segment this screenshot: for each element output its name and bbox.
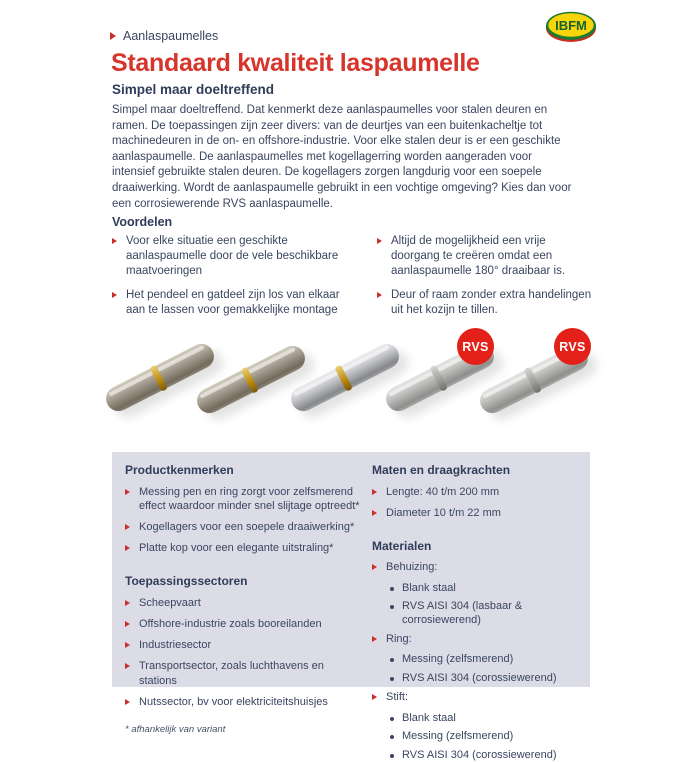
product-photos — [0, 320, 700, 435]
category-label: Aanlaspaumelles — [123, 29, 219, 43]
list-item — [372, 690, 587, 704]
hinge-product-photo-3 — [287, 340, 403, 416]
bullet-arrow-icon — [125, 545, 130, 551]
voordeel-text: Voor elke situatie een geschikte aanlaspaumelle door de vele beschikbare maatvoeringen — [126, 235, 339, 278]
materiaal-option: RVS AISI 304 (corossiewerend) — [402, 748, 557, 761]
bullet-arrow-icon — [125, 524, 130, 530]
list-item — [125, 520, 363, 534]
maat-text: Diameter 10 t/m 22 mm — [386, 506, 501, 519]
list-item — [372, 560, 587, 574]
bullet-arrow-icon — [125, 699, 130, 705]
voordelen-right-column — [377, 234, 592, 326]
list-item — [125, 596, 363, 610]
list-item — [125, 541, 363, 555]
sector-text: Scheepvaart — [139, 596, 201, 609]
bullet-dot-icon — [390, 677, 394, 681]
sector-text: Offshore-industrie zoals booreilanden — [139, 618, 322, 631]
voordelen-left-column — [112, 234, 360, 326]
section-heading-materialen: Materialen — [372, 538, 432, 553]
materiaal-group-label: Stift: — [386, 691, 409, 704]
kenmerk-text: Kogellagers voor een soepele draaiwerking* — [139, 520, 355, 533]
list-item — [112, 234, 360, 280]
sector-text: Nutssector, bv voor elektriciteitshuisjes — [139, 695, 328, 708]
bullet-arrow-icon — [125, 489, 130, 495]
materiaal-option: RVS AISI 304 (corossiewerend) — [402, 671, 557, 684]
bullet-arrow-icon — [110, 32, 116, 40]
bullet-dot-icon — [390, 658, 394, 662]
rvs-badge: RVS — [554, 328, 591, 365]
bullet-arrow-icon — [125, 642, 130, 648]
bullet-dot-icon — [390, 754, 394, 758]
bullet-arrow-icon — [125, 621, 130, 627]
voordeel-text: Deur of raam zonder extra handelingen uit het kozijn te tillen. — [391, 288, 592, 316]
bullet-dot-icon — [390, 605, 394, 609]
bullet-arrow-icon — [112, 238, 117, 244]
materiaal-option: RVS AISI 304 (lasbaar & corrosiewerend) — [402, 600, 523, 626]
page-subtitle: Simpel maar doeltreffend — [112, 82, 275, 97]
list-item — [372, 506, 587, 520]
materiaal-option: Messing (zelfsmerend) — [402, 653, 514, 666]
voordeel-text: Altijd de mogelijkheid een vrije doorgang te creëren omdat een aanlaspaumelle 180° draaibaar is. — [391, 235, 566, 278]
section-heading-toepassingssectoren: Toepassingssectoren — [125, 574, 248, 589]
ibfm-logo — [544, 7, 598, 45]
list-item — [390, 730, 587, 744]
panel-left-column — [125, 463, 363, 736]
bullet-dot-icon — [390, 587, 394, 591]
materiaal-option: Messing (zelfsmerend) — [402, 730, 514, 743]
ibfm-logo-text: IBFM — [555, 18, 587, 33]
sector-text: Transportsector, zoals luchthavens en stations — [139, 660, 324, 687]
bullet-arrow-icon — [372, 489, 377, 495]
materiaal-option: Blank staal — [402, 711, 456, 724]
bullet-arrow-icon — [125, 663, 130, 669]
list-item — [390, 672, 587, 686]
breadcrumb — [110, 29, 218, 43]
materiaal-group-label: Ring: — [386, 633, 412, 646]
list-item — [125, 659, 363, 687]
bullet-arrow-icon — [372, 510, 377, 516]
list-item — [390, 600, 587, 627]
kenmerk-text: Messing pen en ring zorgt voor zelfsmerend effect waardoor minder snel slijtage optreedt* — [139, 485, 360, 512]
bullet-arrow-icon — [112, 292, 117, 298]
list-item — [377, 288, 592, 318]
specs-panel — [112, 452, 590, 761]
bullet-arrow-icon — [372, 636, 377, 642]
maat-text: Lengte: 40 t/m 200 mm — [386, 485, 500, 498]
materiaal-group-label: Behuizing: — [386, 561, 438, 574]
kenmerk-text: Platte kop voor een elegante uitstraling* — [139, 542, 334, 555]
sector-text: Industriesector — [139, 639, 212, 652]
voordeel-text: Het pendeel en gatdeel zijn los van elkaar aan te lassen voor gemakkelijke montage — [126, 288, 340, 316]
bullet-arrow-icon — [372, 564, 377, 570]
section-heading-voordelen: Voordelen — [112, 215, 173, 229]
list-item — [372, 485, 587, 499]
list-item — [125, 485, 363, 513]
voordelen-columns — [112, 234, 592, 326]
list-item — [390, 582, 587, 596]
section-heading-maten: Maten en draagkrachten — [372, 463, 511, 477]
list-item — [372, 632, 587, 646]
list-item — [390, 653, 587, 667]
page-title: Standaard kwaliteit laspaumelle — [111, 49, 480, 77]
panel-right-column — [372, 463, 587, 761]
materiaal-option: Blank staal — [402, 581, 456, 594]
list-item — [112, 288, 360, 318]
list-item — [125, 695, 363, 709]
bullet-dot-icon — [390, 735, 394, 739]
bullet-arrow-icon — [372, 694, 377, 700]
bullet-arrow-icon — [125, 600, 130, 606]
rvs-badge: RVS — [457, 328, 494, 365]
ibfm-logo-graphic — [544, 7, 598, 45]
list-item — [390, 749, 587, 762]
list-item — [125, 638, 363, 652]
section-heading-productkenmerken: Productkenmerken — [125, 463, 234, 477]
bullet-dot-icon — [390, 717, 394, 721]
footnote: * afhankelijk van variant — [125, 724, 226, 736]
intro-paragraph: Simpel maar doeltreffend. Dat kenmerkt deze aanlaspaumelles voor stalen deuren en ramen. De toepassingen zijn zeer divers: van de deurtjes van een buitenkacheltje tot machinedeuren in de on- en offshore-industrie. Voor elke stalen deur is er een geschikte aanlaspaumelle. De aanlaspaumelles met kogellagerring worden aangeraden voor intensief gebruikte stalen deuren. De kogellagers zorgen langdurig voor een soepele draaiwerking. Wordt de aanlaspaumelle gebruikt in een vochtige omgeving? Kies dan voor een corrosiewerende RVS aanlaspaumelle. — [112, 104, 572, 210]
list-item — [377, 234, 592, 280]
list-item — [390, 712, 587, 726]
list-item — [125, 617, 363, 631]
bullet-arrow-icon — [377, 292, 382, 298]
bullet-arrow-icon — [377, 238, 382, 244]
